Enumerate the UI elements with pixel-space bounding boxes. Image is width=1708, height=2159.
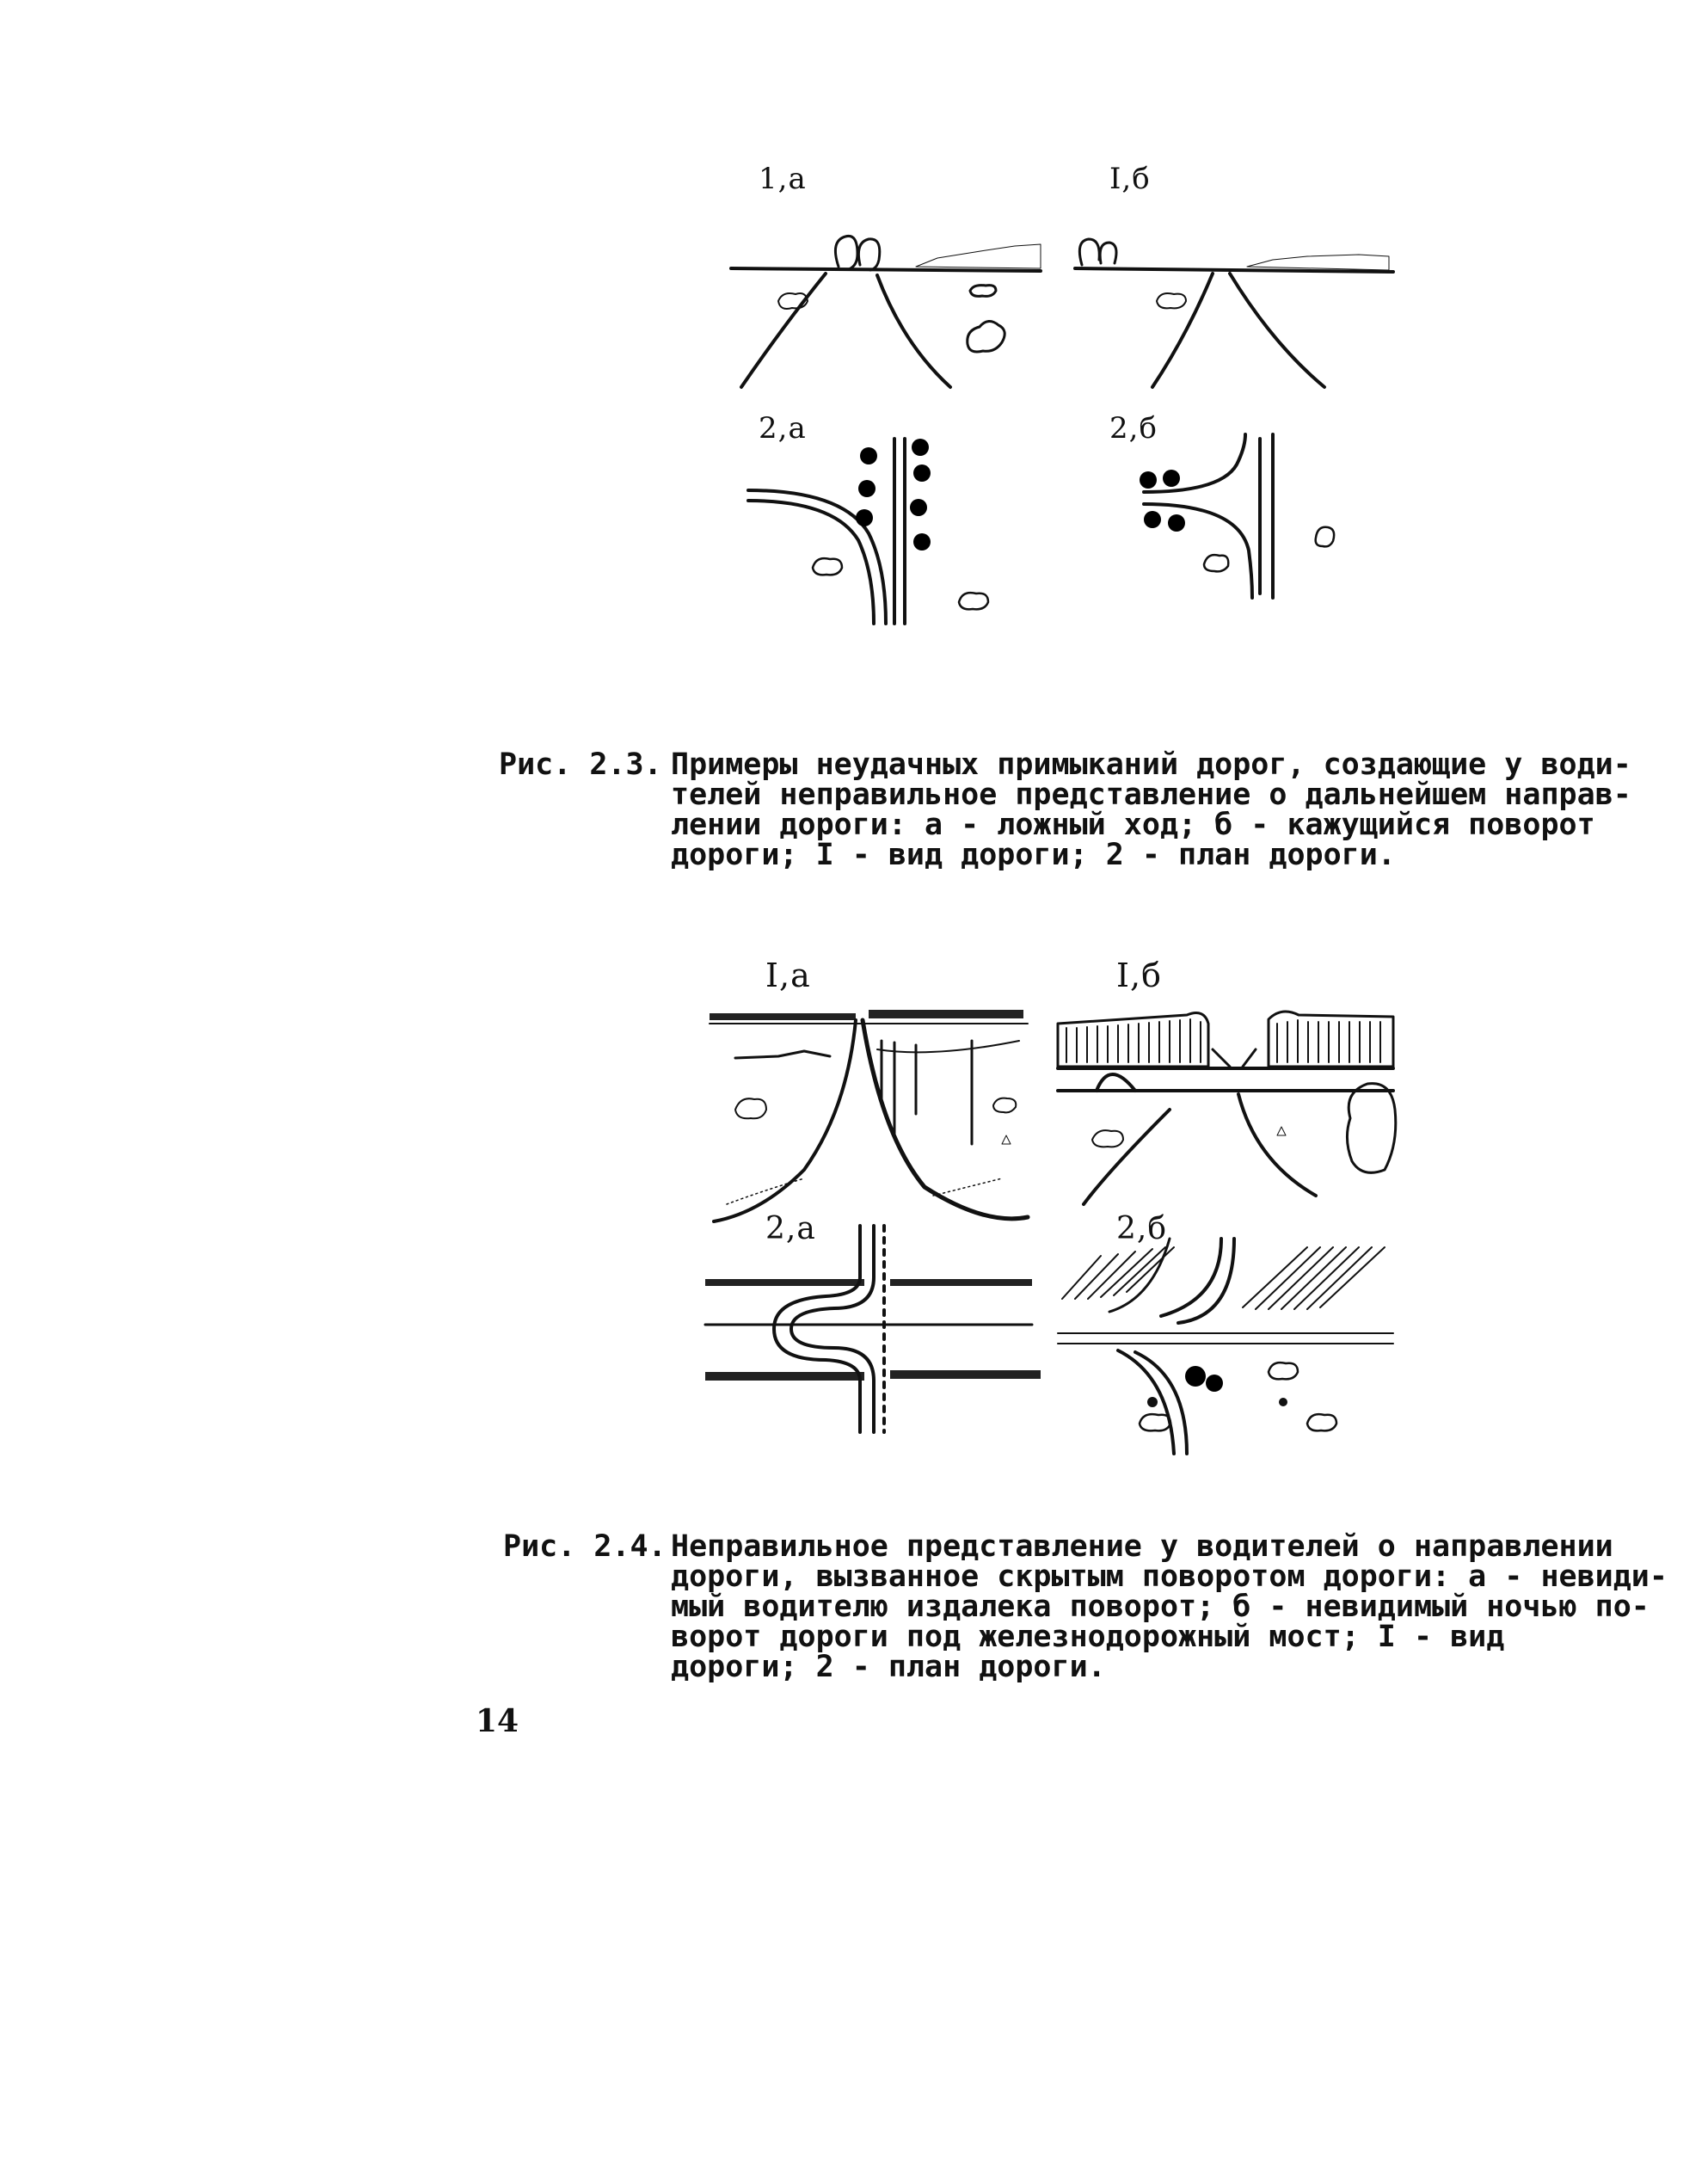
caption-line: мый водителю издалека поворот; б - невидимый ночью по- bbox=[671, 1590, 1650, 1624]
caption-number: Рис. 2.4. bbox=[503, 1529, 667, 1564]
caption-line: Примеры неудачных примыканий дорог, создающие у води- bbox=[671, 747, 1631, 782]
panel-label-1a: I,а bbox=[765, 956, 811, 994]
illustration-2a-plan bbox=[705, 1226, 1032, 1432]
figure-2-3-caption bbox=[499, 747, 1703, 888]
caption-line: Неправильное представление у водителей о направлении bbox=[671, 1529, 1613, 1564]
illustration-2b-plan bbox=[1058, 1239, 1402, 1454]
illustration-2b-plan bbox=[1135, 430, 1359, 637]
panel-label-1b: I,б bbox=[1116, 956, 1162, 994]
caption-line: дороги; 2 - план дороги. bbox=[671, 1650, 1106, 1684]
caption-line: телей неправильное представление о дальнейшем направ- bbox=[671, 778, 1631, 812]
illustration-2a-plan bbox=[740, 439, 1015, 637]
panel-label-2a: 2,а bbox=[759, 411, 807, 446]
illustration-1b-view bbox=[1075, 224, 1402, 396]
panel-label-2b: 2,б bbox=[1116, 1211, 1168, 1246]
illustration-1a-view bbox=[731, 224, 1058, 396]
page-number: 14 bbox=[476, 1703, 519, 1739]
figure-2-4-caption bbox=[503, 1529, 1707, 1687]
caption-line: дороги, вызванное скрытым поворотом дороги: а - невиди- bbox=[671, 1559, 1668, 1594]
caption-line: дороги; I - вид дороги; 2 - план дороги. bbox=[671, 838, 1396, 872]
panel-label-2b: 2,б bbox=[1109, 411, 1158, 446]
caption-number: Рис. 2.3. bbox=[499, 747, 662, 782]
panel-label-1a: 1,а bbox=[759, 162, 807, 196]
illustration-1b-view bbox=[1058, 998, 1402, 1230]
panel-label-2a: 2,а bbox=[765, 1211, 816, 1246]
panel-label-1b: I,б bbox=[1109, 162, 1151, 196]
caption-line: лении дороги: а - ложный ход; б - кажущийся поворот bbox=[671, 808, 1595, 842]
illustration-1a-view bbox=[710, 1006, 1036, 1230]
caption-line: ворот дороги под железнодорожный мост; I - вид bbox=[671, 1620, 1505, 1654]
